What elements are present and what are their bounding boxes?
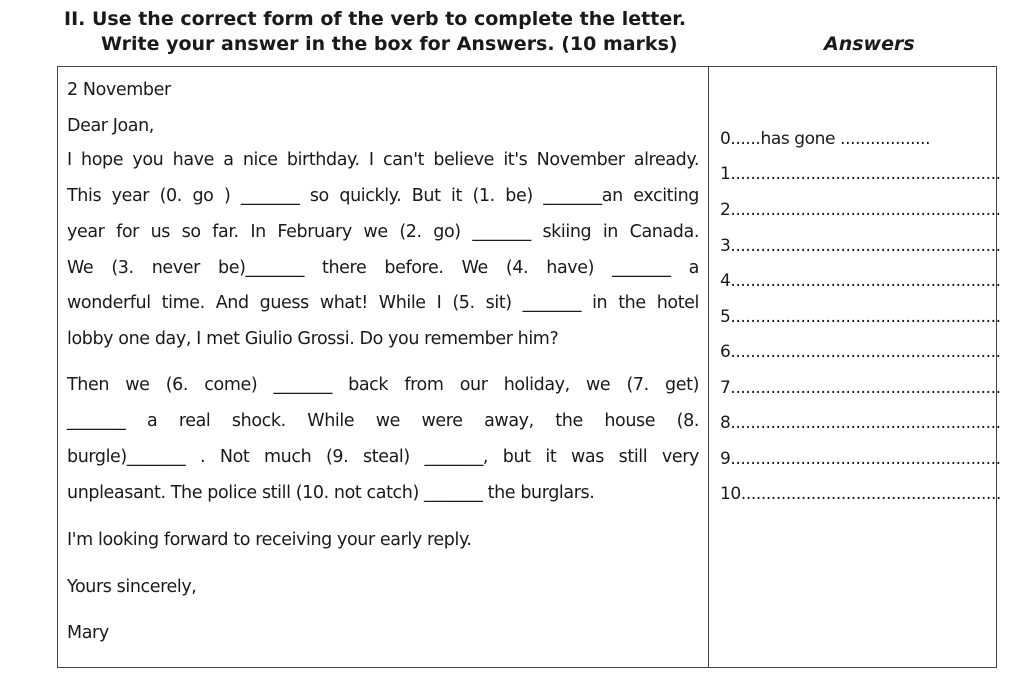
answer-line[interactable]: 4...................................................... [720, 271, 1001, 291]
answer-line[interactable]: 10.................................................... [720, 484, 1002, 504]
answers-column-title: Answers [824, 33, 915, 55]
letter-greeting: Dear Joan, [67, 116, 154, 136]
answer-line[interactable]: 2...................................................... [720, 200, 1001, 220]
letter-date: 2 November [67, 80, 171, 100]
letter-line: unpleasant. The police still (10. not catch) _______ the burglars. [67, 483, 595, 503]
answer-line: 0......has gone .................. [720, 129, 931, 149]
letter-line: We (3. never be)_______ there before. We (4. have) _______ a [67, 258, 699, 278]
letter-line: This year (0. go ) _______ so quickly. But it (1. be) _______an exciting [67, 186, 699, 206]
letter-line: lobby one day, I met Giulio Grossi. Do you remember him? [67, 329, 559, 349]
letter-line: _______ a real shock. While we were away, the house (8. [67, 411, 699, 431]
letter-line: year for us so far. In February we (2. go) _______ skiing in Canada. [67, 222, 699, 242]
answer-line[interactable]: 9...................................................... [720, 449, 1001, 469]
exercise-instruction: II. Use the correct form of the verb to complete the letter. [64, 8, 687, 30]
letter-line: wonderful time. And guess what! While I (5. sit) _______ in the hotel [67, 293, 699, 313]
answer-line[interactable]: 7...................................................... [720, 378, 1001, 398]
letter-line: burgle)_______ . Not much (9. steal) _______, but it was still very [67, 447, 699, 467]
letter-line: Then we (6. come) _______ back from our holiday, we (7. get) [67, 375, 699, 395]
answer-line[interactable]: 6...................................................... [720, 342, 1001, 362]
letter-signoff: Yours sincerely, [67, 577, 197, 597]
answer-line[interactable]: 3...................................................... [720, 236, 1001, 256]
answer-line[interactable]: 5...................................................... [720, 307, 1001, 327]
column-divider [708, 66, 709, 668]
letter-line: I hope you have a nice birthday. I can't believe it's November already. [67, 150, 699, 170]
answer-line[interactable]: 8...................................................... [720, 413, 1001, 433]
letter-closing: I'm looking forward to receiving your early reply. [67, 530, 472, 550]
exercise-subinstruction: Write your answer in the box for Answers. (10 marks) [101, 33, 678, 55]
letter-signature: Mary [67, 623, 109, 643]
answer-line[interactable]: 1...................................................... [720, 164, 1001, 184]
